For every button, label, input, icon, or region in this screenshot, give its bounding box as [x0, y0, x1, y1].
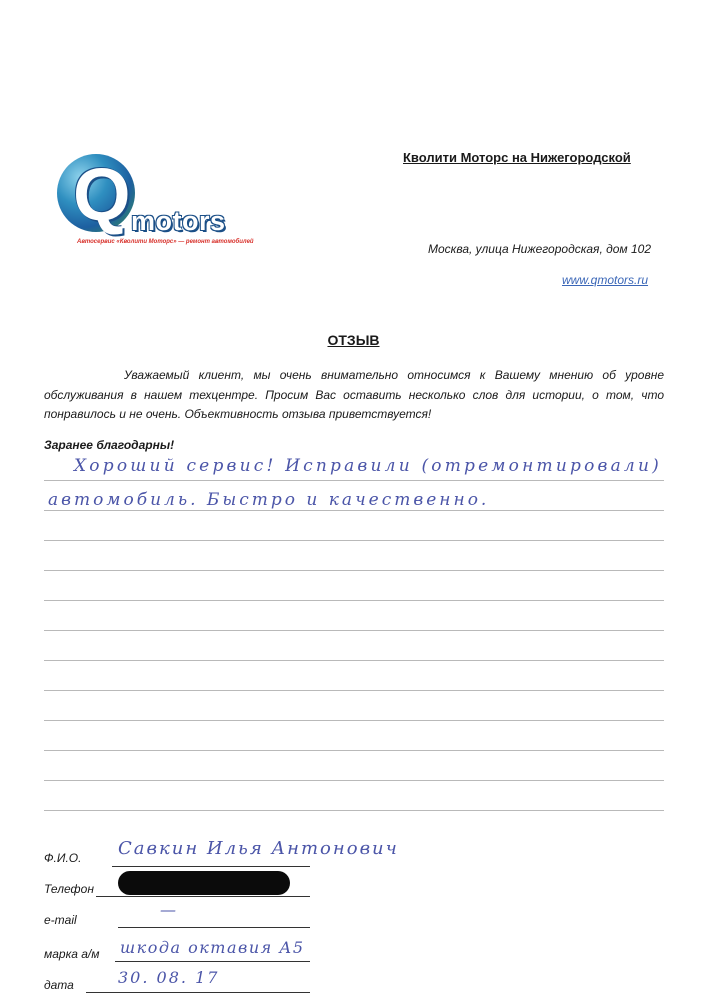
car-label: марка а/м	[44, 947, 100, 961]
form-title: ОТЗЫВ	[327, 332, 380, 348]
date-label: дата	[44, 978, 74, 992]
review-line	[44, 510, 664, 511]
email-label: e-mail	[44, 913, 77, 927]
review-line	[44, 780, 664, 781]
logo-letter: Q	[73, 153, 131, 236]
date-value: 30. 08. 17	[118, 968, 220, 987]
review-line	[44, 480, 664, 481]
car-value: шкода октавия А5	[120, 938, 305, 957]
review-text-line-2: автомобиль. Быстро и качественно.	[48, 490, 490, 510]
review-line	[44, 720, 664, 721]
company-name: Кволити Моторс на Нижегородской	[403, 150, 631, 165]
review-line	[44, 660, 664, 661]
review-line	[44, 750, 664, 751]
company-website-link[interactable]: www.qmotors.ru	[562, 273, 649, 287]
email-value: —	[160, 900, 179, 919]
review-line	[44, 630, 664, 631]
phone-redaction	[118, 871, 290, 895]
review-line	[44, 600, 664, 601]
phone-field-line	[96, 896, 310, 897]
logo-tagline: Автосервис «Кволити Моторс» — ремонт автомобилей	[77, 239, 254, 245]
form-intro: Уважаемый клиент, мы очень внимательно относимся к Вашему мнению об уровне обслуживания в нашем техцентре. Просим Вас оставить несколько слов для истории, о том, что понравилось и не очень. Объективность отзыва приветствуется!	[44, 368, 664, 421]
review-text-line-1: Хороший сервис! Исправили (отремонтировали)	[74, 456, 662, 476]
logo-word: motors	[131, 206, 226, 236]
review-line	[44, 690, 664, 691]
review-line	[44, 540, 664, 541]
car-field-line	[115, 961, 310, 962]
name-field-line	[112, 866, 310, 867]
phone-label: Телефон	[44, 882, 94, 896]
name-label: Ф.И.О.	[44, 851, 82, 865]
name-value: Савкин Илья Антонович	[118, 838, 399, 859]
company-address: Москва, улица Нижегородская, дом 102	[428, 242, 652, 256]
email-field-line	[118, 927, 310, 928]
form-thanks: Заранее благодарны!	[44, 438, 175, 452]
qmotors-logo	[55, 150, 254, 250]
date-field-line	[86, 992, 310, 993]
review-line	[44, 810, 664, 811]
review-line	[44, 570, 664, 571]
